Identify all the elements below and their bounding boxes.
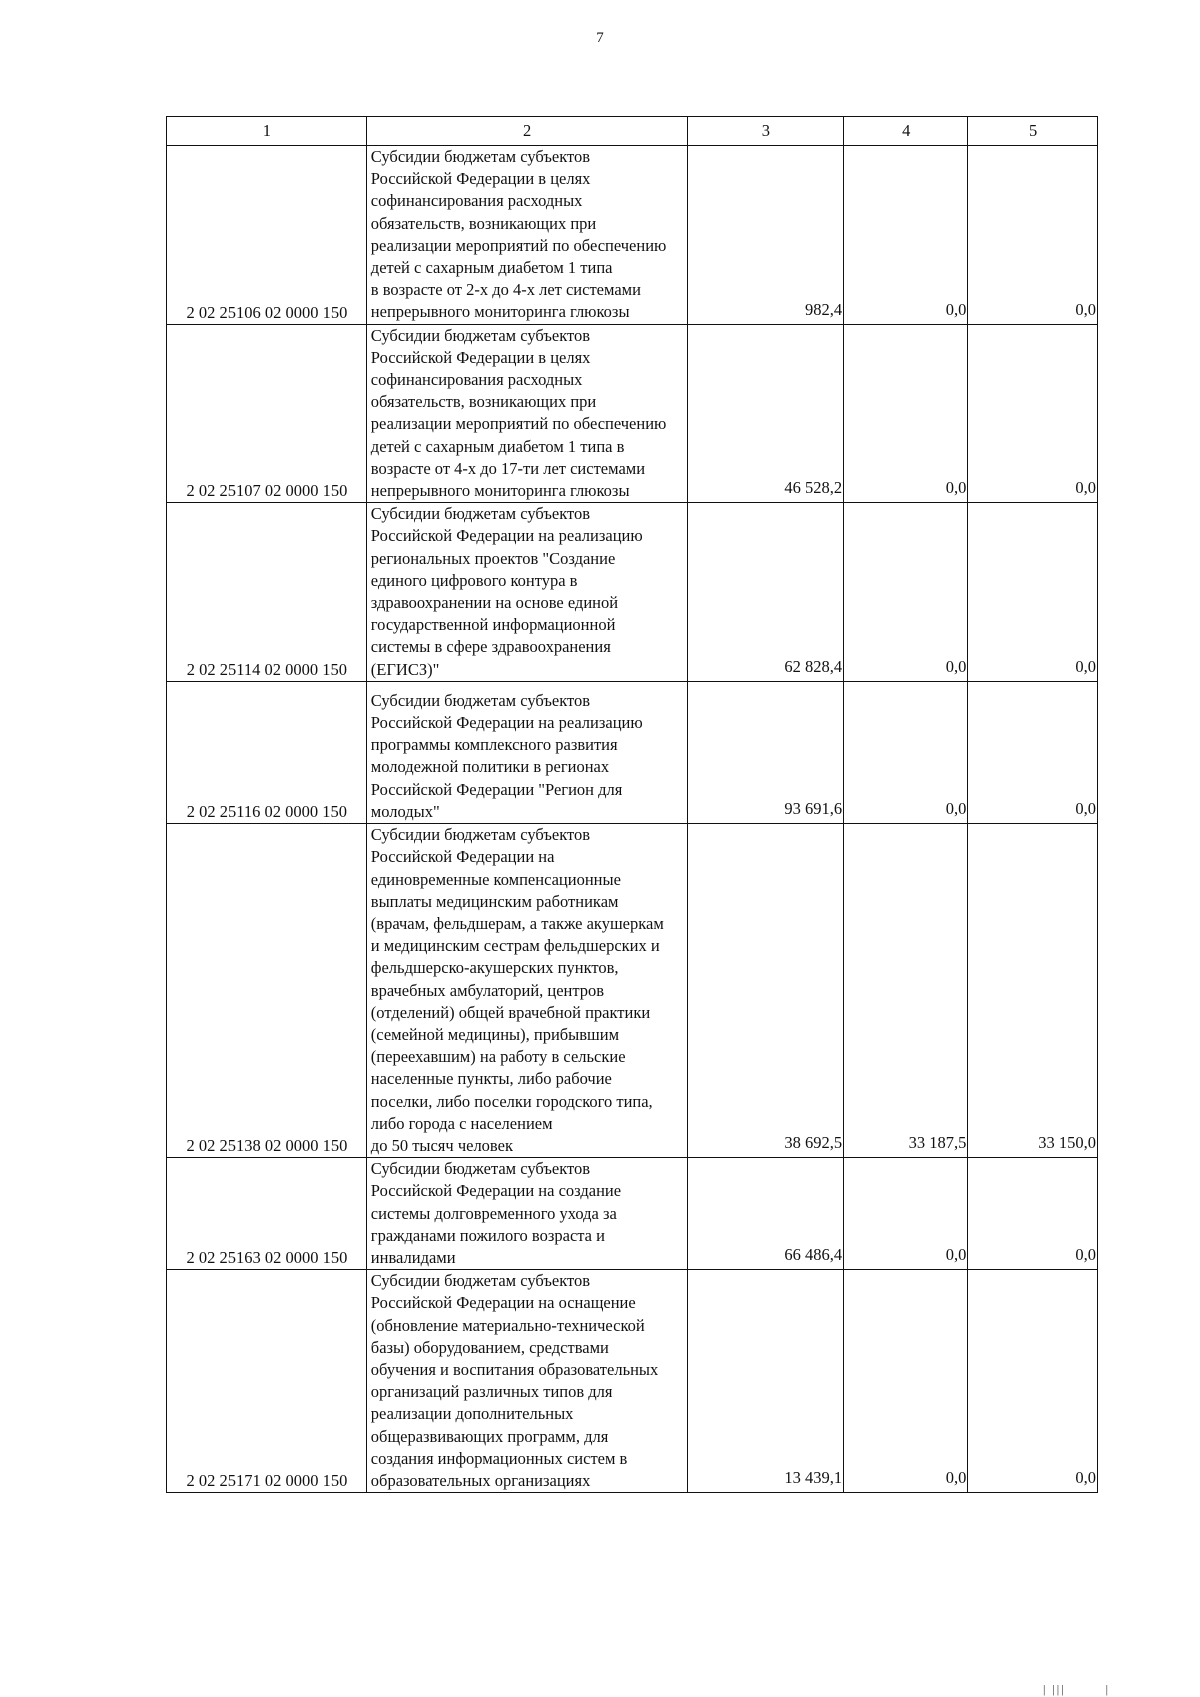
description-cell: Субсидии бюджетам субъектов Российской Федерации в целях софинансирования расходных обязательств, возникающих при реализации мероприятий по обеспечению детей с сахарным диабетом 1 типа в возрасте от 4-х до 17-ти лет системами непрерывного мониторинга глюкозы	[366, 324, 687, 503]
budget-code-cell: 2 02 25114 02 0000 150	[167, 503, 367, 682]
page-number: 7	[596, 30, 604, 46]
table-row	[167, 681, 1098, 823]
table-row	[167, 503, 1098, 682]
description-cell: Субсидии бюджетам субъектов Российской Федерации на единовременные компенсационные выплаты медицинским работникам (врачам, фельдшерам, а также акушеркам и медицинским сестрам фельдшерских и фельдшерско-акушерских пунктов, врачебных амбулаторий, центров (отделений) общей врачебной практики (семейной медицины), прибывшим (переехавшим) на работу в сельские населенные пункты, либо рабочие поселки, либо поселки городского типа, либо города с населением до 50 тысяч человек	[366, 824, 687, 1158]
amount-col3-cell: 38 692,5	[687, 824, 844, 1158]
amount-col4-cell: 0,0	[844, 681, 968, 823]
amount-col3-cell: 93 691,6	[687, 681, 844, 823]
budget-table	[166, 116, 1098, 1493]
header-col-1: 1	[167, 117, 367, 146]
description-cell: Субсидии бюджетам субъектов Российской Федерации в целях софинансирования расходных обязательств, возникающих при реализации мероприятий по обеспечению детей с сахарным диабетом 1 типа в возрасте от 2-х до 4-х лет системами непрерывного мониторинга глюкозы	[366, 146, 687, 325]
amount-col5-cell: 0,0	[968, 324, 1098, 503]
amount-col3-cell: 982,4	[687, 146, 844, 325]
amount-col5-cell: 0,0	[968, 1158, 1098, 1270]
amount-col3-cell: 62 828,4	[687, 503, 844, 682]
amount-col4-cell: 33 187,5	[844, 824, 968, 1158]
table-row	[167, 824, 1098, 1158]
description-cell: Субсидии бюджетам субъектов Российской Федерации на создание системы долговременного ухода за гражданами пожилого возраста и инвалидами	[366, 1158, 687, 1270]
amount-col3-cell: 66 486,4	[687, 1158, 844, 1270]
table-row	[167, 146, 1098, 325]
amount-col4-cell: 0,0	[844, 503, 968, 682]
amount-col4-cell: 0,0	[844, 1158, 968, 1270]
header-col-5: 5	[968, 117, 1098, 146]
budget-code-cell: 2 02 25163 02 0000 150	[167, 1158, 367, 1270]
amount-col5-cell: 33 150,0	[968, 824, 1098, 1158]
header-row	[167, 117, 1098, 146]
description-cell: Субсидии бюджетам субъектов Российской Федерации на реализацию программы комплексного развития молодежной политики в регионах Российской Федерации "Регион для молодых"	[366, 681, 687, 823]
amount-col4-cell: 0,0	[844, 146, 968, 325]
budget-code-cell: 2 02 25138 02 0000 150	[167, 824, 367, 1158]
budget-code-cell: 2 02 25116 02 0000 150	[167, 681, 367, 823]
amount-col5-cell: 0,0	[968, 503, 1098, 682]
scan-artifact-marks: | ||| |	[1042, 1682, 1110, 1696]
amount-col4-cell: 0,0	[844, 324, 968, 503]
table-row	[167, 324, 1098, 503]
amount-col3-cell: 46 528,2	[687, 324, 844, 503]
table-row	[167, 1270, 1098, 1493]
description-cell: Субсидии бюджетам субъектов Российской Федерации на оснащение (обновление материально-технической базы) оборудованием, средствами обучения и воспитания образовательных организаций различных типов для реализации дополнительных общеразвивающих программ, для создания информационных систем в образовательных организациях	[366, 1270, 687, 1493]
amount-col4-cell: 0,0	[844, 1270, 968, 1493]
amount-col5-cell: 0,0	[968, 681, 1098, 823]
header-col-2: 2	[366, 117, 687, 146]
budget-code-cell: 2 02 25171 02 0000 150	[167, 1270, 367, 1493]
budget-code-cell: 2 02 25107 02 0000 150	[167, 324, 367, 503]
amount-col3-cell: 13 439,1	[687, 1270, 844, 1493]
budget-code-cell: 2 02 25106 02 0000 150	[167, 146, 367, 325]
description-cell: Субсидии бюджетам субъектов Российской Федерации на реализацию региональных проектов "Создание единого цифрового контура в здравоохранении на основе единой государственной информационной системы в сфере здравоохранения (ЕГИСЗ)"	[366, 503, 687, 682]
header-col-4: 4	[844, 117, 968, 146]
table-row	[167, 1158, 1098, 1270]
amount-col5-cell: 0,0	[968, 1270, 1098, 1493]
amount-col5-cell: 0,0	[968, 146, 1098, 325]
header-col-3: 3	[687, 117, 844, 146]
